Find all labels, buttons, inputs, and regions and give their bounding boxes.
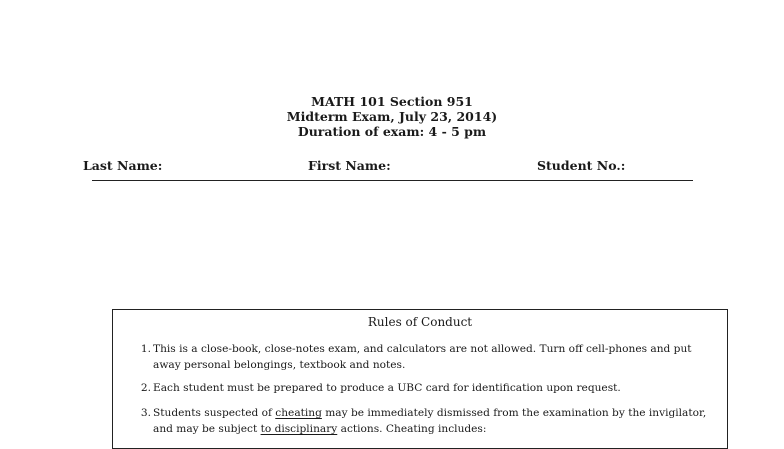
rule-text-part: may be immediately dismissed from the examination by the invigilator, and may be subject [153,407,707,435]
rules-of-conduct-box [112,309,728,449]
cheating-underlined: cheating [275,407,322,419]
rule-text: Each student must be prepared to produce a UBC card for identification upon request. [153,382,621,394]
rule-number: 3. [140,407,151,419]
name-underline [92,180,693,181]
rule-number: 2. [140,382,151,394]
rule-number: 1. [140,343,151,355]
rules-title: Rules of Conduct [367,315,473,329]
student-number-label: Student No.: [537,158,626,173]
rule-text-part: actions. Cheating includes: [337,423,487,435]
last-name-label: Last Name: [83,158,163,173]
exam-duration: Duration of exam: 4 - 5 pm [297,124,487,139]
first-name-label: First Name: [308,158,391,173]
exam-header [0,94,784,139]
rule-text [153,405,721,437]
exam-title: Midterm Exam, July 23, 2014) [286,109,498,124]
rule-text-part: Students suspected of [153,407,276,419]
disciplinary-underlined: to disciplinary [260,423,338,435]
rule-text: This is a close-book, close-notes exam, and calculators are not allowed. Turn off cell-phones and put away personal belongings, textbook and notes. [153,343,692,371]
course-title: MATH 101 Section 951 [311,94,473,109]
